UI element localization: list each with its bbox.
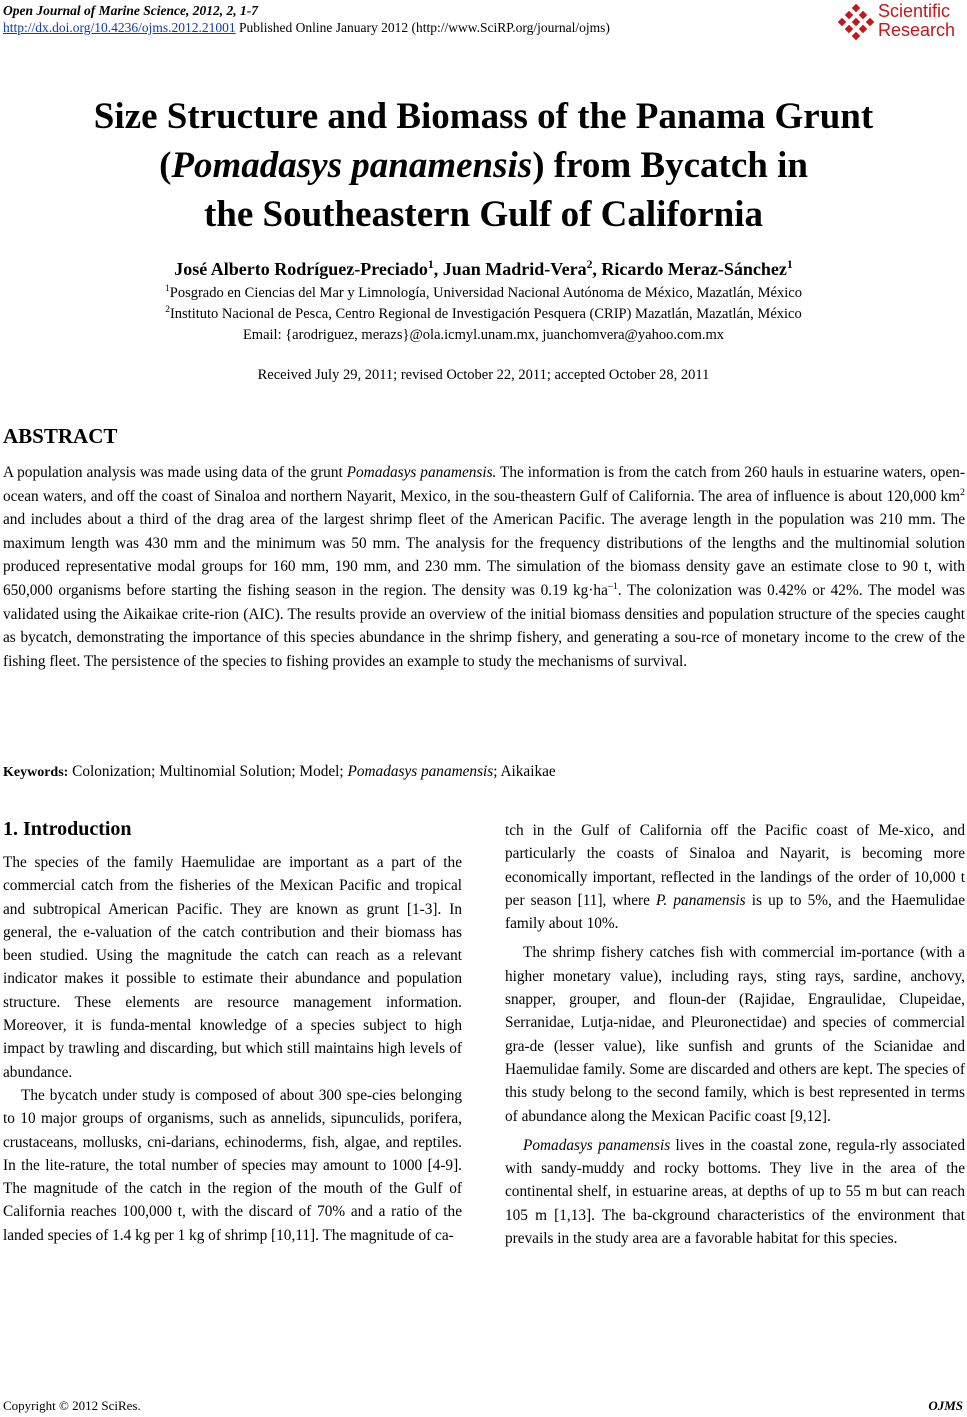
title-line-2: (Pomadasys panamensis) from Bycatch in — [159, 145, 808, 186]
abstract-heading: ABSTRACT — [3, 424, 118, 448]
abstract-species: Pomadasys panamensis. — [346, 464, 497, 481]
affiliation-2: $^2$Instituto Nacional de Pesca, Centro Regional de Investigación Pesquera (CRIP) Mazatlán, Mazatlán, México — [165, 305, 802, 322]
journal-name: Open Journal of Marine Science — [3, 3, 187, 18]
title-line-1: Size Structure and Biomass of the Panama Grunt — [93, 96, 874, 137]
copyright-footer: Copyright © 2012 SciRes. — [3, 1398, 141, 1413]
affiliation-1: $^1$Posgrado en Ciencias del Mar y Limnología, Universidad Nacional Autónoma de México, Mazatlán, México — [165, 284, 802, 301]
logo-text-line1: Scientific — [878, 1, 951, 21]
author-list: José Alberto Rodríguez-Preciado$^1$, Juan Madrid-Vera$^2$, Ricardo Meraz-Sánchez$^1$ — [174, 258, 793, 279]
section-heading-introduction: 1. Introduction — [3, 818, 132, 840]
author-2: , Juan Madrid-Vera — [433, 259, 587, 279]
right-column — [505, 819, 965, 1250]
author-1: José Alberto Rodríguez-Preciado — [174, 259, 428, 279]
article-title — [0, 92, 967, 239]
journal-abbrev-footer: OJMS — [928, 1398, 963, 1413]
abstract-text: A population analysis was made using data of the grunt Pomadasys panamensis. The information is from the catch from 260 hauls in estuarine waters, open-ocean waters, and off the coast of Sinaloa and northern Nayarit, Mexico, in the sou-theastern Gulf of California. The area of influence is about 120,000 $km^2$ and includes about a third of the drag area of the largest shrimp fleet of the American Pacific. The average length in the population was 210 mm. The maximum length was 430 mm and the minimum was 50 mm. The analysis for the frequency distributions of the lengths and the multinomial solution produced representative modal groups for 160 mm, 190 mm, and 230 mm. The simulation of the biomass density gave an estimate close to 90 t, with 650,000 organisms before starting the fishing season in the region. The density was 0.19 $kg\cdot ha^{-1}$. The colonization was 0.42% or 42%. The model was validated using the Aikaikae crite-rion (AIC). The results provide an overview of the initial biomass densities and population structure of the species caught as bycatch, demonstrating the importance of this species abundance in the shrimp fishery, and generating a sou-rce of monetary income to the crew of the fishing fleet. The persistence of the species to fishing provides an example to study the mechanisms of survival. — [3, 464, 965, 670]
scientific-research-logo-icon — [838, 4, 874, 40]
left-column — [3, 816, 462, 1247]
logo-text-line2: Research — [878, 20, 956, 40]
keywords: Keywords: Colonization; Multinomial Solution; Model; Pomadasys panamensis; Aikaikae — [3, 763, 556, 780]
doi-link[interactable]: http://dx.doi.org/10.4236/ojms.2012.21001 — [3, 20, 236, 35]
author-3: , Ricardo Meraz-Sánchez — [592, 259, 787, 279]
journal-citation: , 2012, 2, 1-7 — [186, 3, 259, 18]
title-species: Pomadasys panamensis — [171, 145, 533, 186]
author-emails: Email: {arodriguez, merazs}@ola.icmyl.unam.mx, juanchomvera@yahoo.com.mx — [242, 327, 725, 343]
intro-paragraph-4: The shrimp fishery catches fish with commercial im-portance (with a higher monetary value), including rays, sting rays, sardine, anchovy, snapper, grouper, and floun-der (Rajidae, Engraulidae, Clupeidae, Serranidae, Lutja-nidae, and Pleuronectidae) and species of commercial gra-de (lesser value), like sunfish and grunts of the Scianidae and Haemulidae family. Some are discarded and others are kept. The species of this study belong to the second family, which is best represented in terms of abundance along the Mexican Pacific coast [9,12]. — [505, 944, 965, 1125]
title-line-3: the Southeastern Gulf of California — [203, 194, 764, 235]
intro-paragraph-2: The bycatch under study is composed of about 300 spe-cies belonging to 10 major groups of organisms, such as annelids, sipunculids, porifera, crustaceans, mollusks, cni-darians, echinoderms, fish, algae, and reptiles. In the lite-rature, the total number of species may amount to 1000 [4-9]. The magnitude of the catch in the region of the mouth of the Gulf of California reaches 100,000 t, with the discard of 70% and a ratio of the landed species of 1.4 kg per 1 kg of shrimp [10,11]. The magnitude of ca- — [3, 1086, 462, 1244]
intro-paragraph-5: Pomadasys panamensis lives in the coastal zone, regula-rly associated with sandy-muddy and rocky bottoms. They live in the area of the continental shelf, in estuarine areas, at depths of up to 55 m but can reach 105 m [1,13]. The ba-ckground characteristics of the environment that prevails in the study area are a favorable habitat for this species. — [505, 1136, 965, 1248]
intro-paragraph-1: The species of the family Haemulidae are important as a part of the commercial catch from the fisheries of the Mexican Pacific and tropical and subtropical American Pacific. They are known as grunt [1-3]. In general, the e-valuation of the catch contribution and their biomass has been studied. Using the magnitude the catch can reach as a relevant indicator makes it possible to estimate their abundance and population structure. These elements are resource management information. Moreover, it is funda-mental knowledge of a species subject to high impact by trawling and discarding, but which still maintains high levels of abundance. — [3, 854, 462, 1081]
keywords-label: Keywords: — [3, 765, 69, 780]
publisher-logo — [838, 2, 963, 44]
received-dates: Received July 29, 2011; revised October 22, 2011; accepted October 28, 2011 — [257, 367, 710, 383]
publication-info: Published Online January 2012 (http://www.SciRP.org/journal/ojms) — [235, 20, 610, 35]
running-header — [3, 2, 610, 36]
intro-paragraph-3: tch in the Gulf of California off the Pacific coast of Me-xico, and particularly the coasts of Sinaloa and Nayarit, is becoming more economically important, reflected in the landings of the order of 10,000 t per season [11], where P. panamensis is up to 5%, and the Haemulidae family about 10%. — [505, 822, 965, 933]
